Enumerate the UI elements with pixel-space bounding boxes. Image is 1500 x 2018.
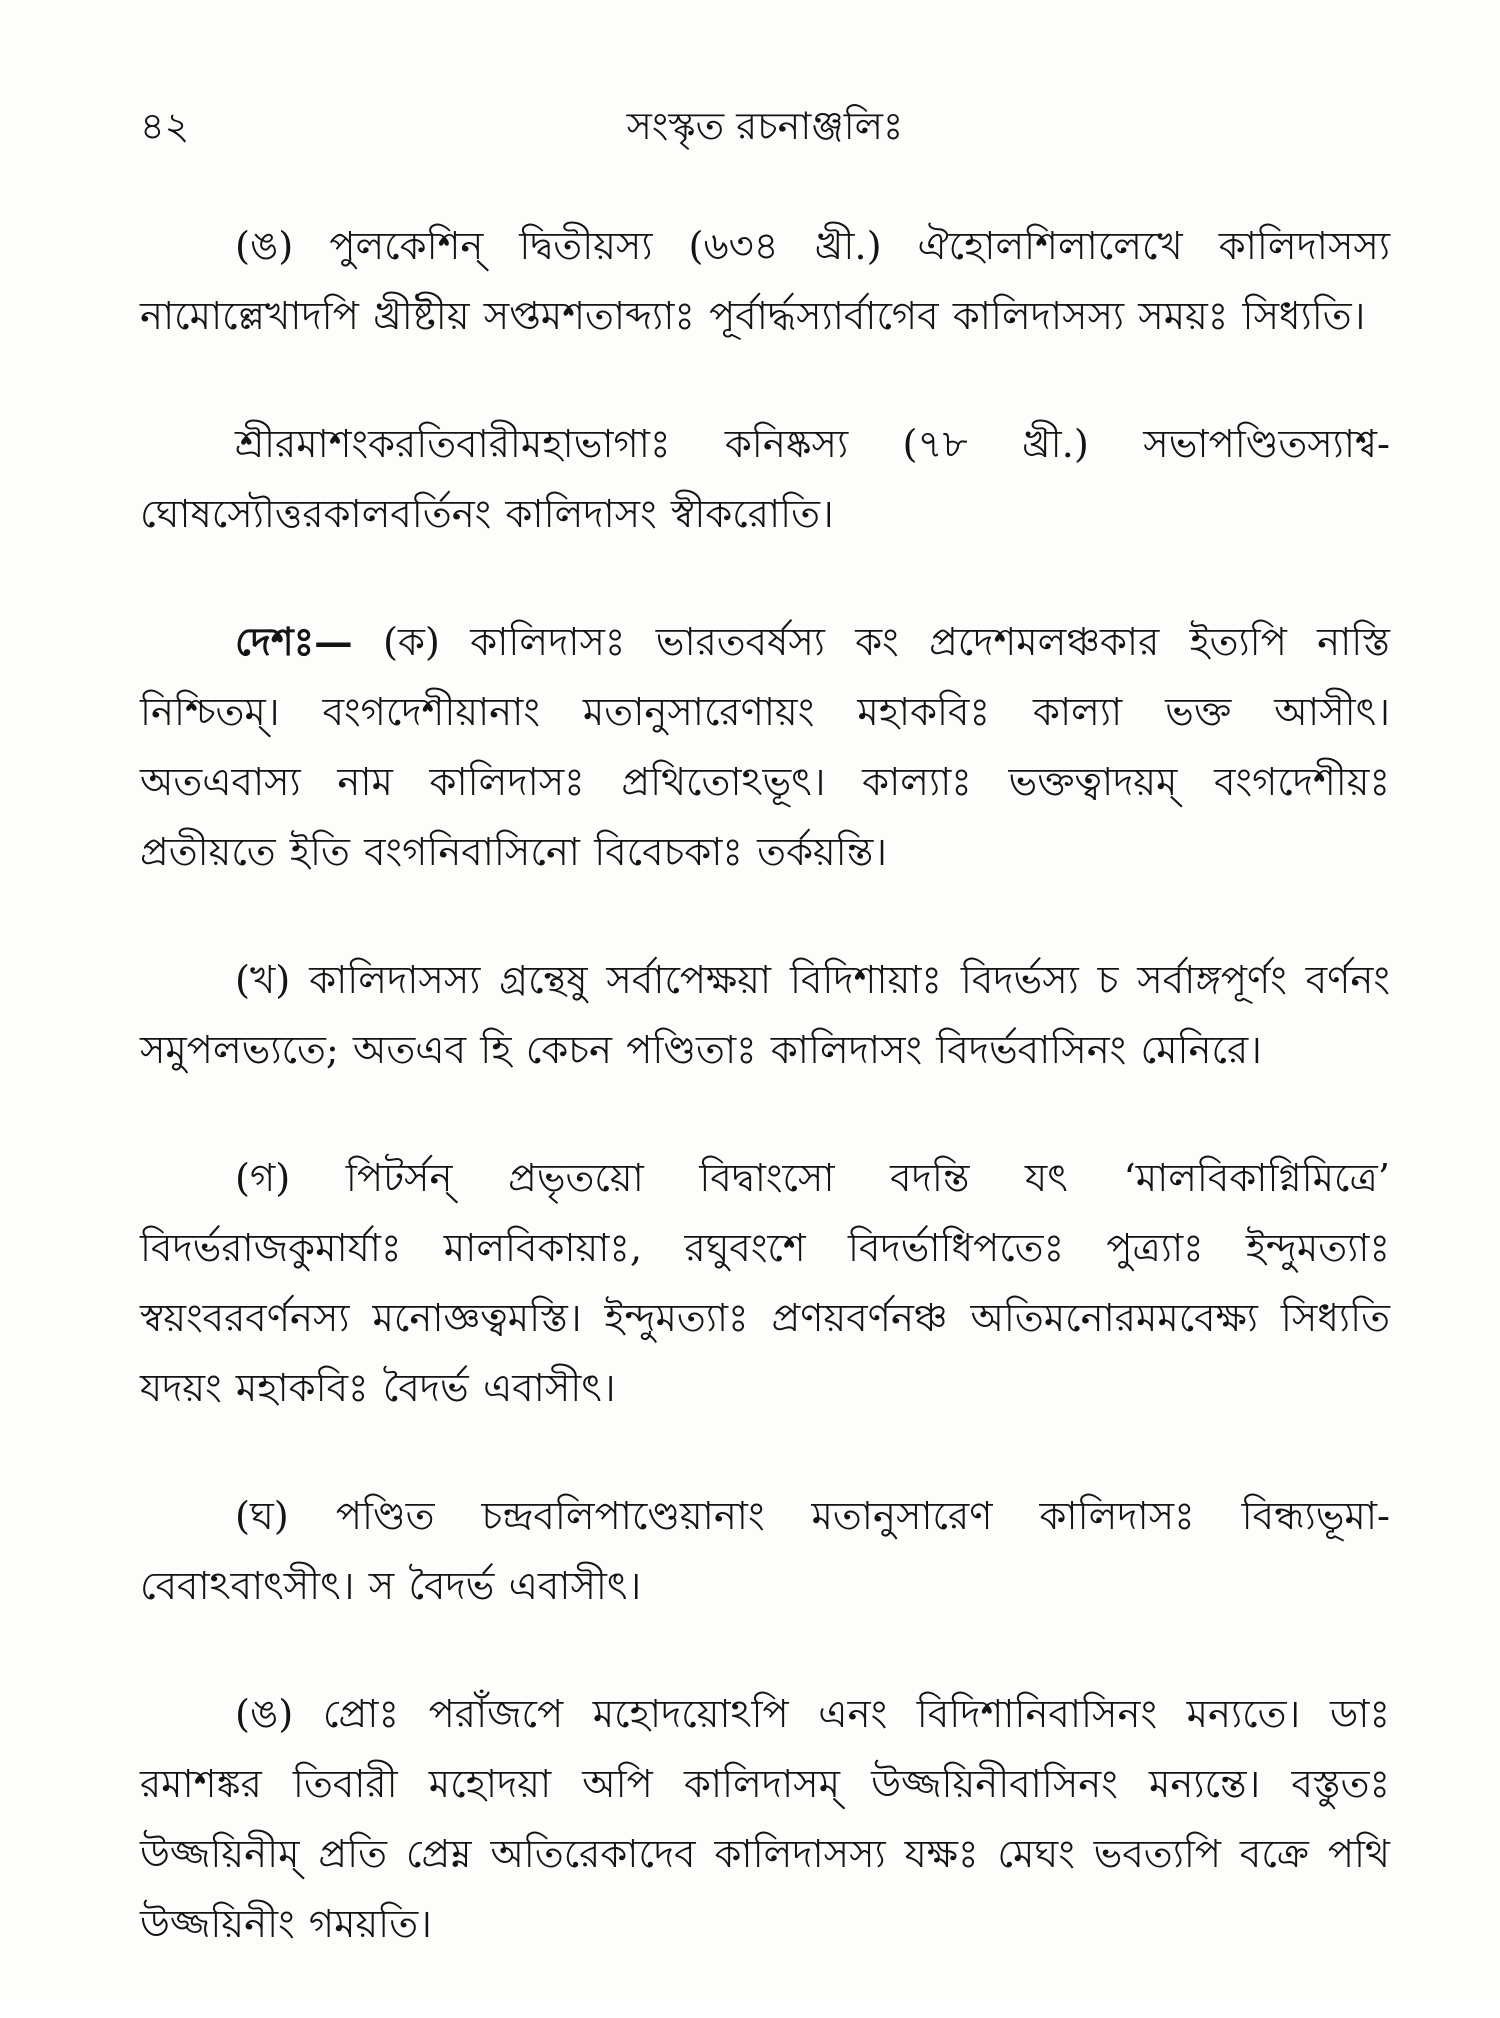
paragraph-text: (ক) কালিদাসঃ ভারতবর্ষস্য কং প্রদেশমলঞ্চকার ইত্যপি নাস্তি নিশ্চিতম্। বংগদেশীয়ানাং মতানুসারেণায়ং মহাকবিঃ কাল্যা ভক্ত আসীৎ। অতএবাস্য নাম কালিদাসঃ প্রথিতোঽভূৎ। কাল্যাঃ ভক্তত্বাদয়ম্ বংগদেশীয়ঃ প্রতীয়তে ইতি বংগনিবাসিনো বিবেচকাঃ তর্কয়ন্তি। (140, 620, 1390, 875)
paragraph-time-tiwari (140, 410, 1390, 550)
paragraph-place-ga (140, 1144, 1390, 1424)
paragraph-place-kha (140, 946, 1390, 1086)
paragraph-text: (খ) কালিদাসস্য গ্রন্থেষু সর্বাপেক্ষয়া বিদিশায়াঃ বিদর্ভস্য চ সর্বাঙ্গপূর্ণং বর্ণনং সমুপলভ্যতে; অতএব হি কেচন পণ্ডিতাঃ কালিদাসং বিদর্ভবাসিনং মেনিরে। (140, 958, 1390, 1073)
book-title: সংস্কৃত রচনাঞ্জলিঃ (626, 104, 904, 148)
paragraph-text: শ্রীরমাশংকরতিবারীমহাভাগাঃ কনিষ্কস্য (৭৮ খ্রী.) সভাপণ্ডিতস্যাশ্ব-ঘোষস্যৌত্তরকালবর্তিনং কালিদাসং স্বীকরোতি। (140, 422, 1390, 537)
paragraph-text: (ঙ) পুলকেশিন্ দ্বিতীয়স্য (৬৩৪ খ্রী.) ঐহোলশিলালেখে কালিদাসস্য নামোল্লেখাদপি খ্রীষ্টীয় সপ্তমশতাব্দ্যাঃ পূর্বার্দ্ধস্যার্বাগেব কালিদাসস্য সময়ঃ সিধ্যতি। (140, 224, 1390, 339)
paragraph-text: (ঘ) পণ্ডিত চন্দ্রবলিপাণ্ডেয়ানাং মতানুসারেণ কালিদাসঃ বিন্ধ্যভূমা-বেবাঽবাৎসীৎ। স বৈদর্ভ এবাসীৎ। (140, 1494, 1390, 1609)
page-number: ৪২ (140, 104, 190, 148)
paragraph-place-ka (140, 608, 1390, 888)
paragraph-place-uma (140, 1680, 1390, 1960)
page-header (140, 96, 1390, 156)
paragraph-time-pulakeshin (140, 212, 1390, 352)
paragraph-place-gha (140, 1482, 1390, 1622)
paragraph-text: (ঙ) প্রোঃ পরাঁজপে মহোদয়োঽপি এনং বিদিশানিবাসিনং মন্যতে। ডাঃ রমাশঙ্কর তিবারী মহোদয়া অপি কালিদাসম্ উজ্জয়িনীবাসিনং মন্যন্তে। বস্তুতঃ উজ্জয়িনীম্ প্রতি প্রেম্ন অতিরেকাদেব কালিদাসস্য যক্ষঃ মেঘং ভবত্যপি বক্রে পথি উজ্জয়িনীং গময়তি। (140, 1692, 1390, 1947)
section-heading-desha: দেশঃ— (235, 620, 353, 665)
body-text (140, 212, 1390, 2018)
paragraph-text: (গ) পিটর্সন্ প্রভৃতয়ো বিদ্বাংসো বদন্তি যৎ ‘মালবিকাগ্নিমিত্রে’ বিদর্ভরাজকুমার্যাঃ মালবিকায়াঃ, রঘুবংশে বিদর্ভাধিপতেঃ পুত্র্যাঃ ইন্দুমত্যাঃ স্বয়ংবরবর্ণনস্য মনোজ্ঞত্বমস্তি। ইন্দুমত্যাঃ প্রণয়বর্ণনঞ্চ অতিমনোরমমবেক্ষ্য সিধ্যতি যদয়ং মহাকবিঃ বৈদর্ভ এবাসীৎ। (140, 1156, 1390, 1411)
